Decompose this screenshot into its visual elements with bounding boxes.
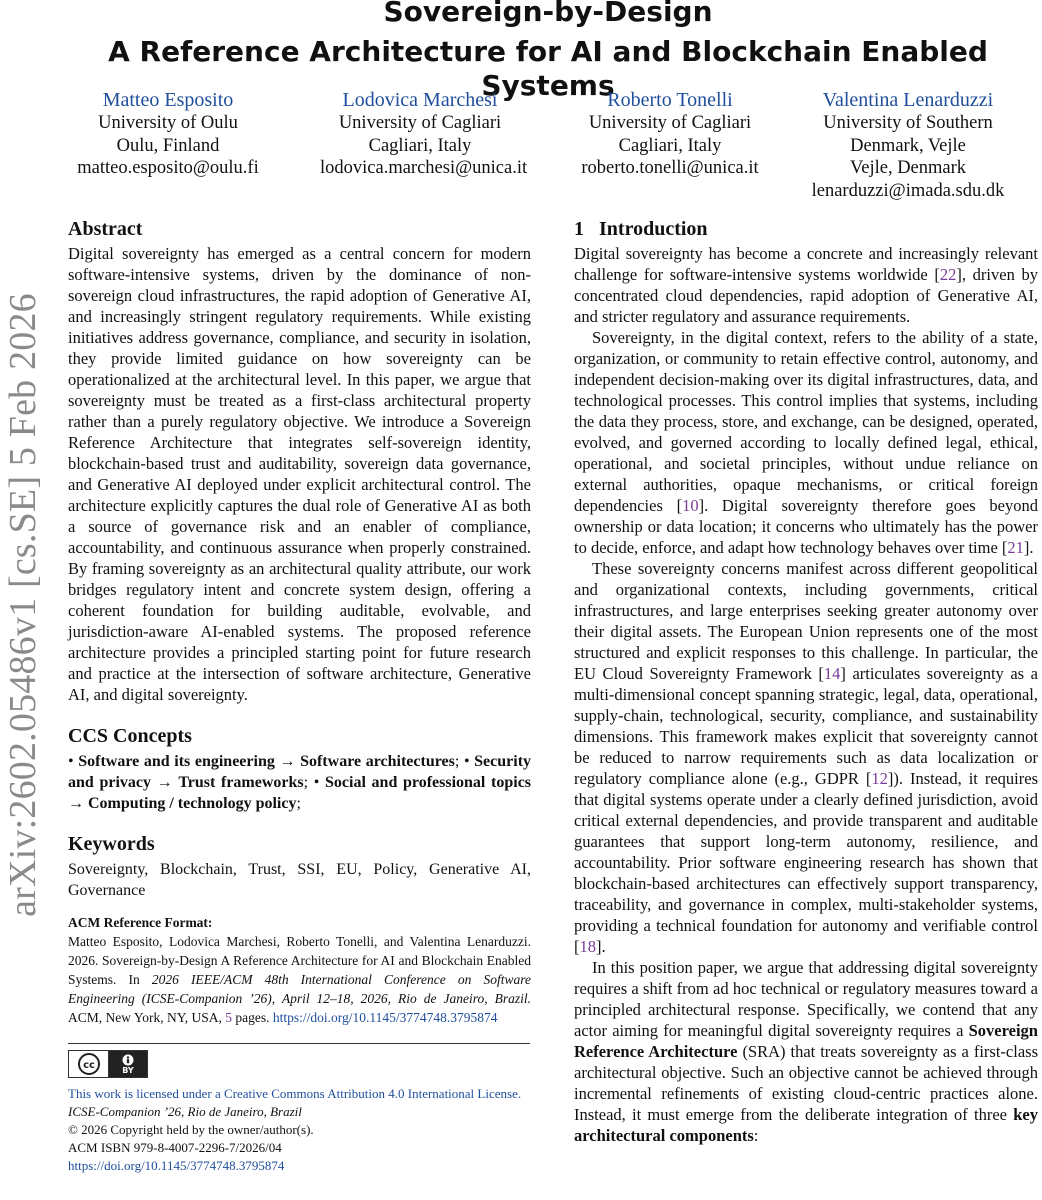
- keywords-text: Sovereignty, Blockchain, Trust, SSI, EU, Policy, Generative AI, Governance: [68, 861, 531, 899]
- intro-heading: [574, 216, 1038, 242]
- cc-icon: [69, 1051, 109, 1077]
- author-email[interactable]: lodovica.marchesi@unica.it: [320, 158, 528, 178]
- author-block: [68, 88, 1038, 208]
- author-name[interactable]: Roberto Tonelli: [607, 89, 733, 111]
- citation-link[interactable]: 21: [1007, 538, 1024, 557]
- intro-paragraph-1: Digital sovereignty has become a concrete and increasingly relevant challenge for software-intensive systems worldwide [22], driven by concentrated cloud dependencies, rapid adoption of Generative AI, and stricter regulatory and assurance requirements.: [574, 244, 1038, 326]
- ccs-term: Software and its engineering: [78, 753, 275, 770]
- author-affiliation: University of Cagliari: [338, 113, 502, 133]
- svg-text:cc: cc: [82, 1060, 95, 1071]
- author-name[interactable]: Lodovica Marchesi: [342, 89, 498, 111]
- ccs-concepts: • Software and its engineering → Software architectures; • Security and privacy → Trust frameworks; • Social and professional topics → Computing / technology policy;: [68, 753, 532, 812]
- author-affiliation-cont: Denmark, Vejle: [850, 135, 966, 156]
- citation-link[interactable]: 18: [579, 937, 596, 956]
- author-location: Oulu, Finland: [116, 135, 220, 156]
- intro-paragraph-2: Sovereignty, in the digital context, refers to the ability of a state, organization, or community to retain effective control, autonomy, and independent decision-making over its digital infrastructures, data, and technological processes. This control implies that systems, including the data they process, store, and exchange, can be designed, operated, evolved, and governed according to locally defined legal, ethical, operational, and societal principles, without undue reliance on external authorities, opaque mechanisms, or critical foreign dependencies [10]. Digital sovereignty therefore goes beyond ownership or data location; it concerns who ultimately has the power to decide, enforce, and adapt how technology behaves over time [21].: [574, 328, 1038, 557]
- abstract-text: Digital sovereignty has emerged as a central concern for modern software-intensive systems, driven by the dominance of non-sovereign cloud infrastructures, the rapid adoption of Generative AI, and increasingly stringent regulatory requirements. While existing initiatives address governance, compliance, and security in isolation, they provide limited guidance on how sovereignty can be operationalized at the architectural level. In this paper, we argue that sovereignty must be treated as a first-class architectural property rather than a purely regulatory objective. We introduce a Sovereign Reference Architecture that integrates self-sovereign identity, blockchain-based trust and auditability, sovereign data governance, and Generative AI deployed under explicit architectural control. The architecture explicitly captures the dual role of Generative AI as both a source of governance risk and an enabler of compliance, accountability, and continuous assurance when properly constrained. By framing sovereignty as an architectural quality attribute, our work bridges regulatory intent and concrete system design, offering a coherent foundation for building auditable, evolvable, and jurisdiction-aware AI-enabled systems. The proposed reference architecture provides a principled starting point for future research and practice at the intersection of software architecture, Generative AI, and digital sovereignty.: [68, 244, 531, 704]
- author-affiliation: University of Cagliari: [588, 113, 752, 133]
- left-column: [68, 216, 531, 1175]
- author-name[interactable]: Valentina Lenarduzzi: [822, 89, 994, 111]
- ccs-term: Trust frameworks: [178, 774, 304, 791]
- copyright-line: © 2026 Copyright held by the owner/author(s).: [68, 1122, 314, 1137]
- intro-paragraph-4: In this position paper, we argue that addressing digital sovereignty requires a shift from ad hoc technical or regulatory measures toward a principled architectural response. Specifically, we contend that any actor aiming for meaningful digital sovereignty requires a Sovereign Reference Architecture (SRA) that treats sovereignty as a first-class architectural objective. Such an objective cannot be achieved through incremental refinements of existing cloud-centric practices alone. Instead, it must emerge from the deliberate integration of three key architectural components:: [574, 958, 1038, 1145]
- paper-subtitle: A Reference Architecture for AI and Blockchain Enabled Systems: [108, 35, 988, 102]
- author-affiliation: University of Southern: [823, 113, 993, 133]
- abstract-heading: Abstract: [68, 218, 143, 240]
- ccs-term: Software architectures: [300, 753, 455, 770]
- ccs-term: Security and privacy: [68, 753, 532, 791]
- section-number: 1: [574, 218, 584, 240]
- author-3: [570, 88, 770, 180]
- author-2: [320, 88, 528, 180]
- author-location: Vejle, Denmark: [849, 158, 967, 178]
- ref-format-text: Matteo Esposito, Lodovica Marchesi, Roberto Tonelli, and Valentina Lenarduzzi. 2026. Sovereign-by-Design A Reference Architecture for AI and Blockchain Enabled Systems. In 2026 IEEE/ACM 48th International Conference on Software Engineering (ICSE-Companion ’26), April 12–18, 2026, Rio de Janeiro, Brazil. ACM, New York, NY, USA, 5 pages. https://doi.org/10.1145/3774748.3795874: [68, 934, 531, 1025]
- author-1: [68, 88, 268, 180]
- keywords-heading: Keywords: [68, 833, 155, 855]
- ref-format-heading: ACM Reference Format:: [68, 915, 213, 930]
- citation-link[interactable]: 22: [939, 265, 957, 284]
- ccs-heading: CCS Concepts: [68, 725, 192, 747]
- by-icon: BY: [109, 1051, 147, 1077]
- ccs-term: Computing / technology policy: [88, 795, 297, 812]
- license-footnote: [68, 1085, 531, 1175]
- intro-paragraph-3: These sovereignty concerns manifest across different geopolitical and organizational contexts, including governments, critical infrastructures, and large enterprises seeking greater autonomy over their digital assets. The European Union represents one of the most structured and explicit responses to this challenge. In particular, the EU Cloud Sovereignty Framework [14] articulates sovereignty as a multi-dimensional concept spanning strategic, legal, data, operational, supply-chain, technological, security, compliance, and sustainability dimensions. This framework makes explicit that sovereignty cannot be reduced to narrow requirements such as data localization or regulatory compliance alone (e.g., GDPR [12]). Instead, it requires that digital systems operate under a clearly defined jurisdiction, avoid critical external dependencies, and provide transparent and auditable guarantees that support long-term autonomy, resilience, and accountability. Prior software engineering research has shown that blockchain-based architectures can effectively support transparency, traceability, and governance in complex, multi-stakeholder systems, providing a technical foundation for autonomy and verifiable control [18].: [574, 559, 1038, 956]
- cc-license-badge[interactable]: [68, 1050, 531, 1081]
- author-location: Cagliari, Italy: [368, 135, 472, 156]
- citation-link[interactable]: 12: [871, 769, 888, 788]
- ref-doi-link[interactable]: https://doi.org/10.1145/3774748.3795874: [272, 1010, 498, 1025]
- license-link[interactable]: This work is licensed under a Creative Commons Attribution 4.0 International License.: [68, 1086, 522, 1101]
- citation-link[interactable]: 14: [823, 664, 841, 683]
- author-4: [798, 88, 1018, 202]
- citation-link[interactable]: 10: [682, 496, 699, 515]
- author-email[interactable]: roberto.tonelli@unica.it: [581, 158, 759, 178]
- paper-title: Sovereign-by-Design: [383, 0, 713, 28]
- venue-line: ICSE-Companion ’26, Rio de Janeiro, Brazil: [68, 1104, 302, 1119]
- footnote-divider: [68, 1043, 530, 1044]
- author-email[interactable]: lenarduzzi@imada.sdu.dk: [811, 180, 1005, 201]
- reference-format: [68, 913, 531, 1027]
- author-email[interactable]: matteo.esposito@oulu.fi: [77, 158, 259, 178]
- ref-pages-link[interactable]: 5: [225, 1010, 233, 1025]
- isbn-line: ACM ISBN 979-8-4007-2296-7/2026/04: [68, 1140, 282, 1155]
- doi-link[interactable]: https://doi.org/10.1145/3774748.3795874: [68, 1158, 285, 1173]
- section-title: Introduction: [599, 218, 708, 240]
- right-column: [574, 216, 1038, 1146]
- author-location: Cagliari, Italy: [618, 135, 722, 156]
- ccs-term: Social and professional topics: [325, 774, 532, 791]
- author-affiliation: University of Oulu: [98, 113, 238, 133]
- arxiv-identifier: arXiv:2602.05486v1 [cs.SE] 5 Feb 2026: [2, 293, 44, 917]
- author-name[interactable]: Matteo Esposito: [102, 89, 234, 111]
